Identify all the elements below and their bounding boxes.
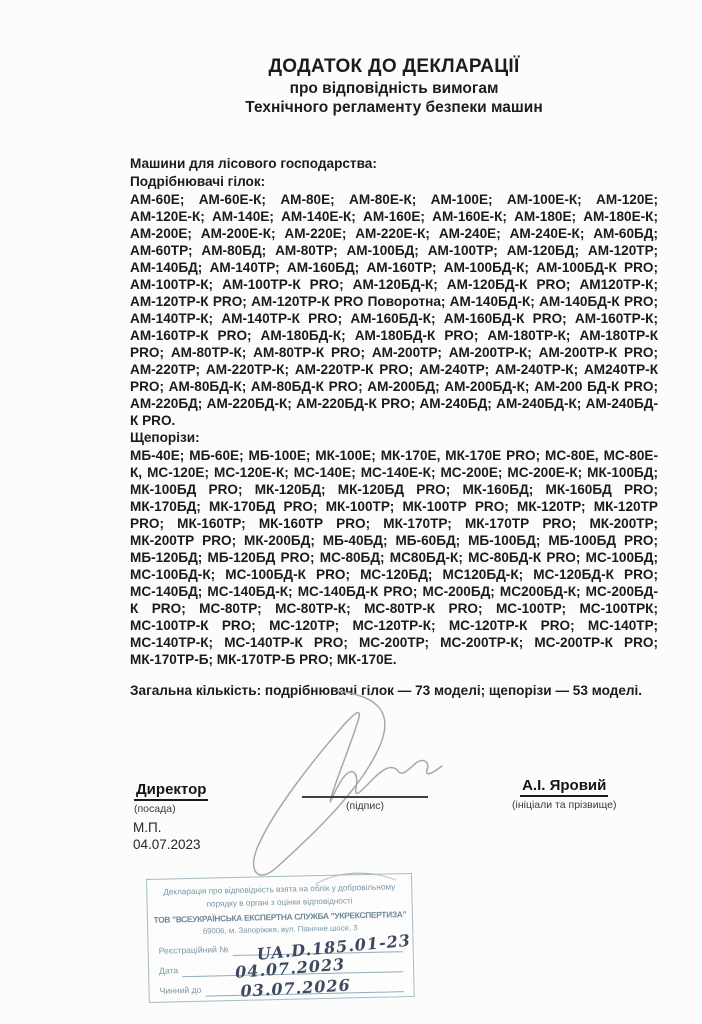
stamp-organization: ТОВ "ВСЕУКРАЇНСЬКА ЕКСПЕРТНА СЛУЖБА "УКРЕКСПЕРТИЗА" [153,909,407,925]
title-line-3: Технічного регламенту безпеки машин [245,99,543,116]
name-caption: (ініціали та прізвище) [512,799,617,811]
date-label: Дата [158,965,179,976]
stamp-line-2: порядку в органі з оцінки відповідності [206,896,353,909]
signer-name: А.І. Яровий [520,777,608,797]
title-line-2: про відповідність вимогам [289,80,499,97]
position-value: Директор [134,781,208,801]
valid-until-label: Чинний до [159,984,202,996]
seal-mark: М.П. [133,820,162,835]
name-signature-block [512,777,616,811]
valid-until-handwritten: 03.07.2026 [240,975,352,1001]
totals-summary: Загальна кількість: подрібнювачі гілок — 73 моделі; щепорізи — 53 моделі. [130,683,643,698]
document-body [130,155,658,699]
seal-date: 04.07.2023 [133,837,201,852]
category-heading: Машини для лісового господарства: [130,156,377,171]
signature-line [302,780,428,798]
registration-number-handwritten: UA.D.185.01-23 [255,930,412,964]
stamp-line-1: Декларація про відповідність взята на облік у добровільному [163,882,396,897]
date-handwritten: 04.07.2023 [234,954,346,982]
signature-caption: (підпис) [346,800,384,812]
valid-until-line [205,971,404,1001]
seal-and-date-block [133,819,201,853]
stamp-address: 69006, м. Запоріжжя, вул. Північне шосе, 3 [202,923,358,936]
signature-line-block [302,780,428,812]
position-signature-block [134,781,208,815]
chippers-model-list: АМ-60Е; АМ-60Е-К; АМ-80Е; АМ-80Е-К; АМ-100Е; АМ-100Е-К; АМ-120Е; АМ-120Е-К; АМ-140Е; АМ-140Е-К; АМ-160Е; АМ-160Е-К; АМ-180Е; АМ-180Е-К; АМ-200Е; АМ-200Е-К; АМ-220Е; АМ-220Е-К; АМ-240Е; АМ-240Е-К; АМ-60БД; АМ-60ТР; АМ-80БД; АМ-80ТР; АМ-100БД; АМ-100ТР; АМ-120БД; АМ-120ТР; АМ-140БД; АМ-140ТР; АМ-160БД; АМ-160ТР; АМ-100БД-К; АМ-100БД-К PRO; АМ-100ТР-К; АМ-100ТР-К PRO; АМ-120БД-К; АМ-120БД-К PRO; АМ120ТР-К; АМ-120ТР-К PRO; АМ-120ТР-К PRO Поворотна; АМ-140БД-К; АМ-140БД-К PRO; АМ-140ТР-К; АМ-140ТР-К PRO; АМ-160БД-К; АМ-160БД-К PRO; АМ-160ТР-К; АМ-160ТР-К PRO; АМ-180БД-К; АМ-180БД-К PRO; АМ-180ТР-К; АМ-180ТР-К PRO; АМ-80ТР-К; АМ-80ТР-К PRO; АМ-200ТР; АМ-200ТР-К; АМ-200ТР-К PRO; АМ-220ТР; АМ-220ТР-К; АМ-220ТР-К PRO; АМ-240ТР; АМ-240ТР-К; АМ240ТР-К PRO; АМ-80БД-К; АМ-80БД-К PRO; АМ-200БД; АМ-200БД-К; АМ-200 БД-К PRO; АМ-220БД; АМ-220БД-К; АМ-220БД-К PRO; АМ-240БД; АМ-240БД-К; АМ-240БД-К PRO. [130,192,658,428]
position-caption: (посада) [134,803,176,815]
title-line-1: ДОДАТОК ДО ДЕКЛАРАЦІЇ [268,56,520,77]
shredders-model-list: МБ-40Е; МБ-60Е; МБ-100Е; МК-100Е; МК-170Е, МК-170Е PRO; МС-80Е, МС-80Е-К, МС-120Е; МС-120Е-К; МС-140Е; МС-140Е-К; МС-200Е; МС-200Е-К; МК-100БД; МК-100БД PRO; МК-120БД; МК-120БД PRO; МК-160БД; МК-160БД PRO; МК-170БД; МК-170БД PRO; МК-100ТР; МК-100ТР PRO; МК-120ТР; МК-120ТР PRO; МК-160ТР; МК-160ТР PRO; МК-170ТР; МК-170ТР PRO; МК-200ТР; МК-200ТР PRO; МК-200БД; МБ-40БД; МБ-60БД; МБ-100БД; МБ-100БД PRO; МБ-120БД; МБ-120БД PRO; МС-80БД; МС80БД-К; МС-80БД-К PRO; МС-100БД; МС-100БД-К; МС-100БД-К PRO; МС-120БД; МС120БД-К; МС-120БД-К PRO; МС-140БД; МС-140БД-К; МС-140БД-К PRO; МС-200БД; МС200БД-К; МС-200БД-К PRO; МС-80ТР; МС-80ТР-К; МС-80ТР-К PRO; МС-100ТР; МС-100ТРК; МС-100ТР-К PRO; МС-120ТР; МС-120ТР-К; МС-120ТР-К PRO; МС-140ТР; МС-140ТР-К; МС-140ТР-К PRO; МС-200ТР; МС-200ТР-К; МС-200ТР-К PRO; МК-170ТР-Б; МК-170ТР-Б PRO; МК-170Е. [130,448,658,667]
shredders-heading: Щепорізи: [130,430,200,445]
registration-label: Реєстраційний № [158,944,229,956]
registration-stamp [146,873,415,1003]
chippers-heading: Подрібнювачі гілок: [130,174,266,189]
document-title [130,55,658,117]
